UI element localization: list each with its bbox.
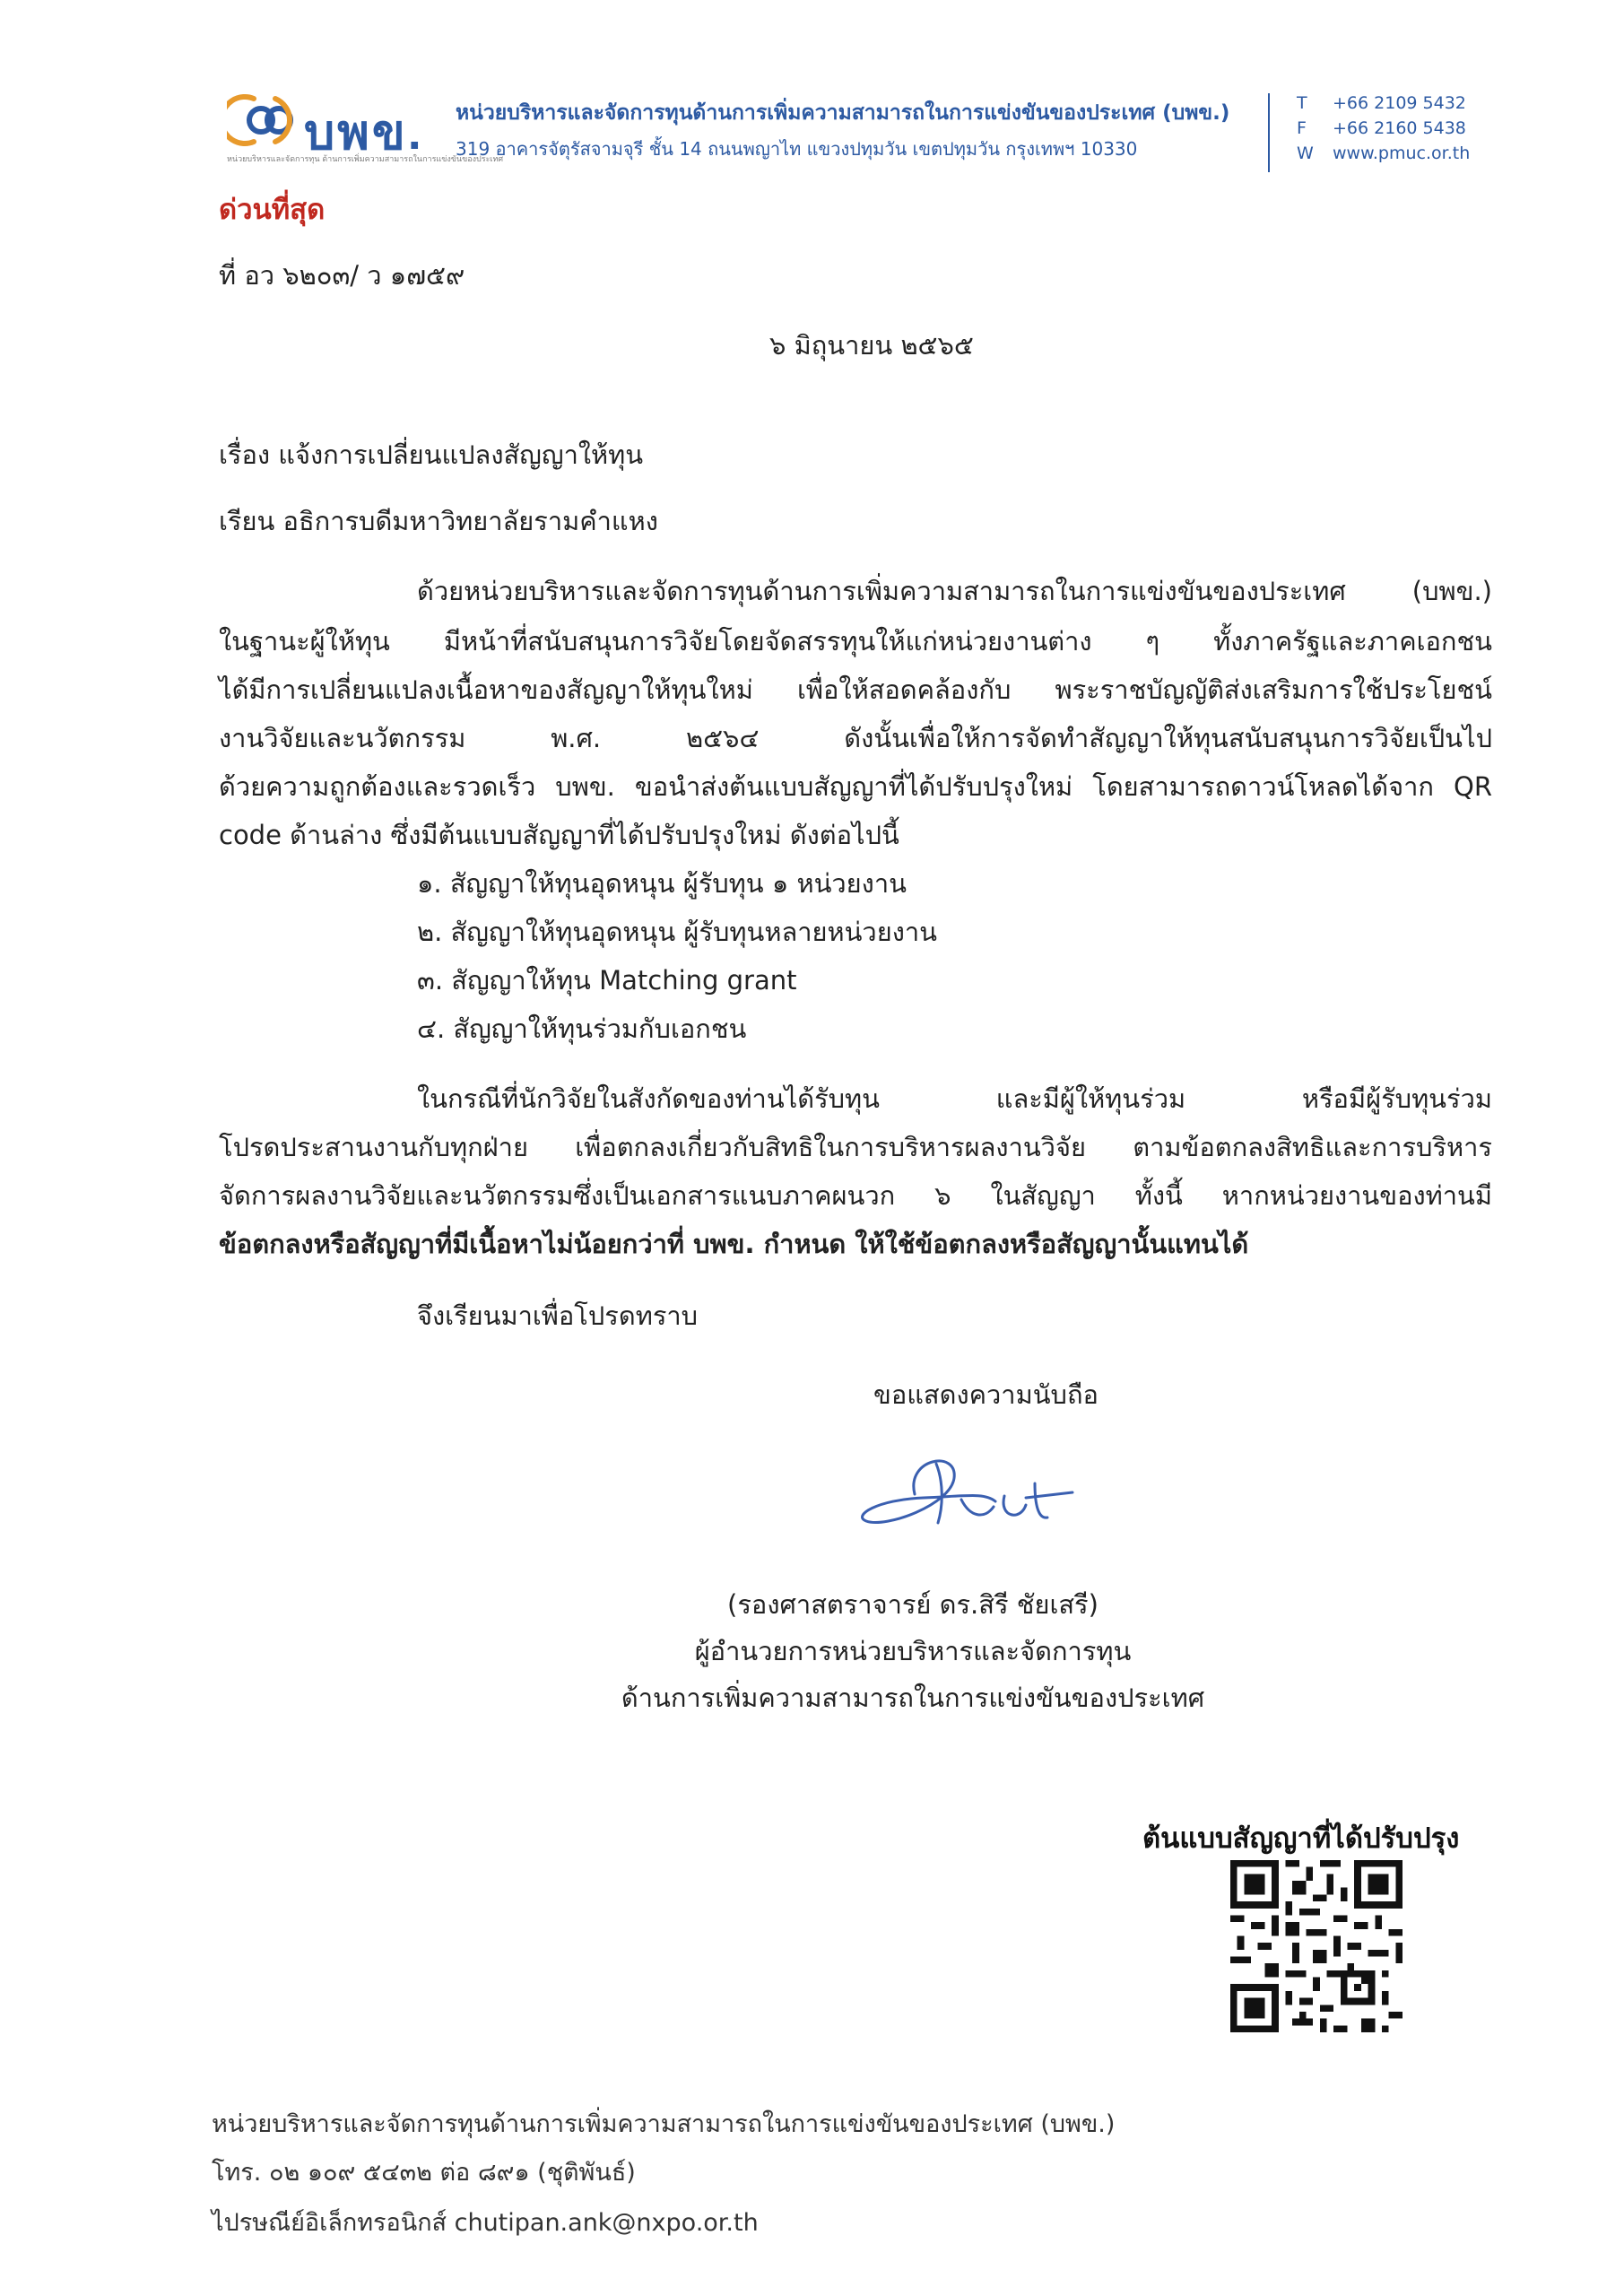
- signatory-title: ด้านการเพิ่มความสามารถในการแข่งขันของประเทศ: [621, 1683, 1205, 1713]
- list-item: ๒. สัญญาให้ทุนอุดหนุน ผู้รับทุนหลายหน่วยงาน: [417, 917, 937, 947]
- header-address: 319 อาคารจัตุรัสจามจุรี ชั้น 14 ถนนพญาไท แขวงปทุมวัน เขตปทุมวัน กรุงเทพฯ 10330: [456, 138, 1138, 160]
- qr-code-icon[interactable]: [1230, 1860, 1403, 2032]
- paragraph-line: ด้วยความถูกต้องและรวดเร็ว บพข. ขอนำส่งต้นแบบสัญญาที่ได้ปรับปรุงใหม่ โดยสามารถดาวน์โหลดได้จาก QR: [219, 771, 1492, 802]
- paragraph-line: ข้อตกลงหรือสัญญาที่มีเนื้อหาไม่น้อยกว่าที่ บพข. กำหนด ให้ใช้ข้อตกลงหรือสัญญานั้นแทนได้: [219, 1229, 1249, 1259]
- paragraph-line: ในฐานะผู้ให้ทุน มีหน้าที่สนับสนุนการวิจัยโดยจัดสรรทุนให้แก่หน่วยงานต่าง ๆ ทั้งภาครัฐและภาคเอกชน: [219, 626, 1492, 657]
- signatory-name: (รองศาสตราจารย์ ดร.สิรี ชัยเสรี): [727, 1589, 1099, 1620]
- urgency-label: ด่วนที่สุด: [219, 194, 326, 226]
- logo-wordmark: บพข.: [304, 106, 424, 160]
- header-org-name: หน่วยบริหารและจัดการทุนด้านการเพิ่มความสามารถในการแข่งขันของประเทศ (บพข.): [456, 101, 1230, 125]
- paragraph-line: โปรดประสานงานกับทุกฝ่าย เพื่อตกลงเกี่ยวกับสิทธิในการบริหารผลงานวิจัย ตามข้อตกลงสิทธิและการบริหาร: [219, 1132, 1492, 1162]
- paragraph-line: จัดการผลงานวิจัยและนวัตกรรมซึ่งเป็นเอกสารแนบภาคผนวก ๖ ในสัญญา ทั้งนี้ หากหน่วยงานของท่านมี: [219, 1180, 1492, 1211]
- paragraph-line: ในกรณีที่นักวิจัยในสังกัดของท่านได้รับทุน และมีผู้ให้ทุนร่วม หรือมีผู้รับทุนร่วม: [417, 1083, 1492, 1114]
- contact-key: T: [1297, 93, 1307, 113]
- contact-value: +66 2109 5432: [1333, 93, 1466, 113]
- org-logo: [227, 90, 504, 165]
- signatory-title: ผู้อำนวยการหน่วยบริหารและจัดการทุน: [694, 1636, 1132, 1666]
- footer-phone: โทร. ๐๒ ๑๐๙ ๕๔๓๒ ต่อ ๘๙๑ (ชุติพันธ์): [212, 2159, 636, 2187]
- letter-date: ๖ มิถุนายน ๒๕๖๕: [769, 330, 974, 361]
- paragraph-line: code ด้านล่าง ซึ่งมีต้นแบบสัญญาที่ได้ปรับปรุงใหม่ ดังต่อไปนี้: [219, 820, 899, 850]
- list-item: ๓. สัญญาให้ทุน Matching grant: [417, 965, 797, 996]
- header-divider: [1268, 93, 1270, 172]
- logo-mark-icon: [227, 91, 302, 149]
- contact-value: www.pmuc.or.th: [1333, 144, 1471, 163]
- paragraph-line: ด้วยหน่วยบริหารและจัดการทุนด้านการเพิ่มความสามารถในการแข่งขันของประเทศ (บพข.): [417, 576, 1492, 606]
- paragraph-line: งานวิจัยและนวัตกรรม พ.ศ. ๒๕๖๔ ดังนั้นเพื่อให้การจัดทำสัญญาให้ทุนสนับสนุนการวิจัยเป็นไป: [219, 723, 1492, 753]
- logo-tagline: หน่วยบริหารและจัดการทุน ด้านการเพิ่มความสามารถในการแข่งขันของประเทศ: [227, 155, 504, 164]
- qr-caption: ต้นแบบสัญญาที่ได้ปรับปรุง: [1142, 1822, 1460, 1855]
- contact-website: [1297, 144, 1470, 169]
- header-contacts: [1297, 93, 1470, 169]
- footer-email: ไปรษณีย์อิเล็กทรอนิกส์ chutipan.ank@nxpo.or.th: [212, 2209, 759, 2237]
- signature-image: [850, 1442, 1119, 1550]
- contact-fax: [1297, 118, 1470, 144]
- contact-key: F: [1297, 118, 1307, 138]
- contact-phone: [1297, 93, 1470, 118]
- list-item: ๔. สัญญาให้ทุนร่วมกับเอกชน: [417, 1013, 747, 1044]
- regards-text: ขอแสดงความนับถือ: [873, 1379, 1099, 1410]
- letter-subject: เรื่อง แจ้งการเปลี่ยนแปลงสัญญาให้ทุน: [219, 439, 644, 470]
- closing-text: จึงเรียนมาเพื่อโปรดทราบ: [417, 1300, 699, 1331]
- paragraph-line: ได้มีการเปลี่ยนแปลงเนื้อหาของสัญญาให้ทุนใหม่ เพื่อให้สอดคล้องกับ พระราชบัญญัติส่งเสริมการใช้ประโยชน์: [219, 674, 1492, 705]
- contact-key: W: [1297, 144, 1314, 163]
- footer-org: หน่วยบริหารและจัดการทุนด้านการเพิ่มความสามารถในการแข่งขันของประเทศ (บพข.): [212, 2110, 1116, 2138]
- list-item: ๑. สัญญาให้ทุนอุดหนุน ผู้รับทุน ๑ หน่วยงาน: [417, 868, 907, 899]
- letter-salutation: เรียน อธิการบดีมหาวิทยาลัยรามคำแหง: [219, 506, 658, 536]
- contact-value: +66 2160 5438: [1333, 118, 1466, 138]
- reference-number: ที่ อว ๖๒๐๓/ ว ๑๗๕๙: [219, 260, 465, 291]
